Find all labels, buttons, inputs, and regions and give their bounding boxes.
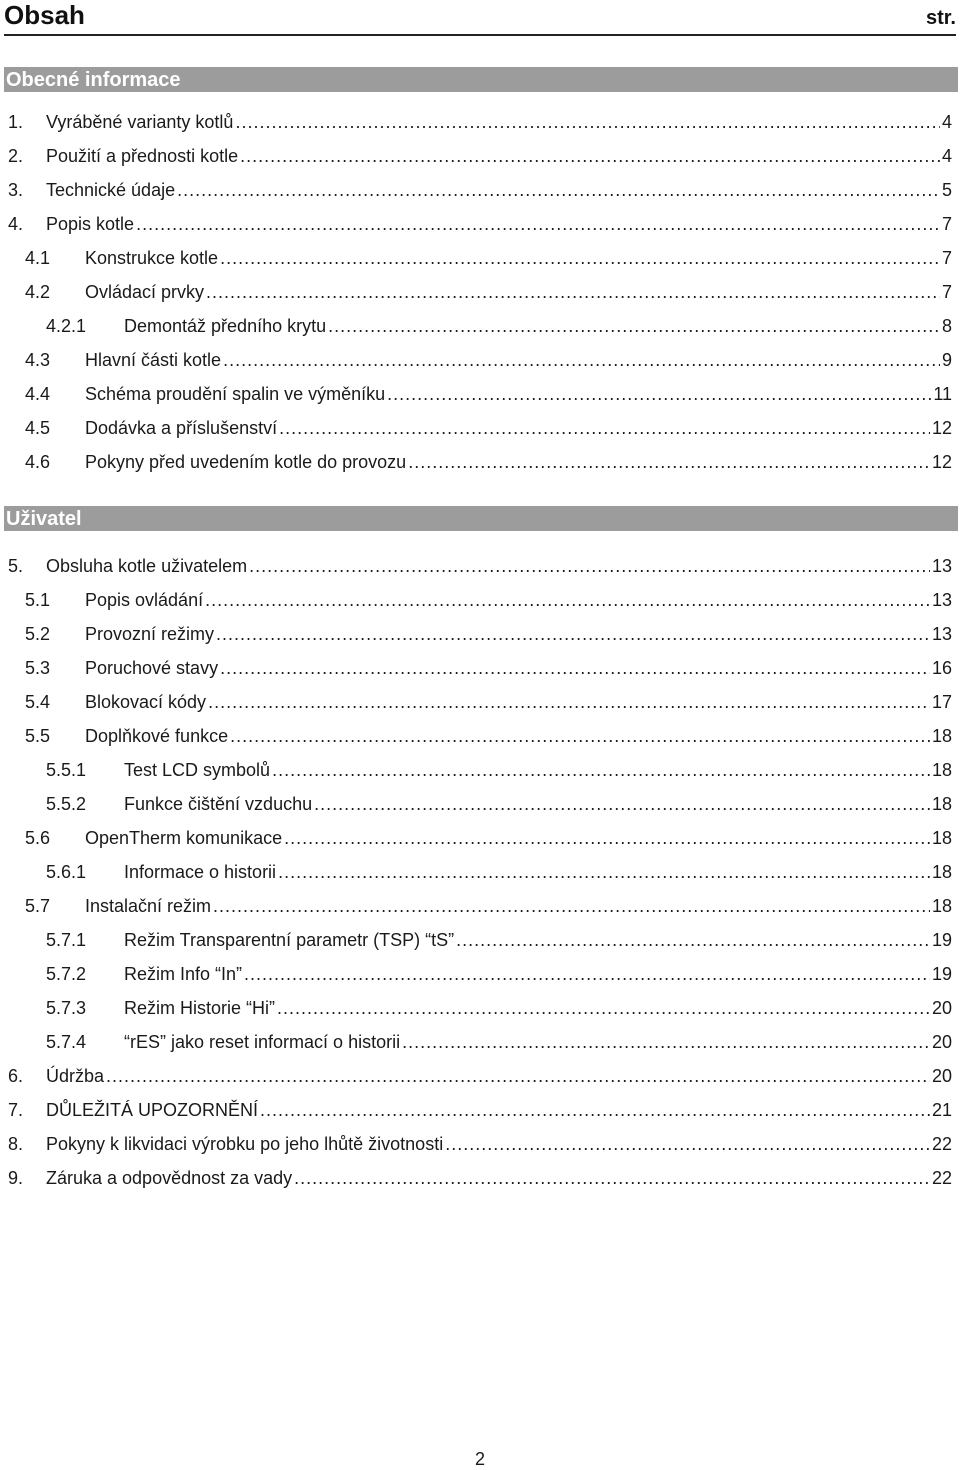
section-title: Uživatel — [6, 508, 82, 530]
toc-entry-page: 11 — [933, 384, 952, 404]
toc-entry-label: Obsluha kotle uživatelem — [46, 556, 248, 576]
toc-entry-page: 13 — [931, 590, 952, 610]
toc-entry-page: 18 — [931, 828, 952, 848]
dot-leader — [249, 555, 930, 577]
toc-entry[interactable] — [0, 213, 960, 241]
toc-entry-number: 5.5 — [25, 726, 51, 746]
toc-entry[interactable] — [0, 623, 960, 651]
dot-leader — [136, 213, 940, 235]
toc-entry-label: Demontáž předního krytu — [124, 316, 327, 336]
toc-entry-page: 12 — [931, 452, 952, 472]
footer-page-number: 2 — [474, 1449, 485, 1469]
toc-entry-label: Režim Historie “Hi” — [124, 998, 276, 1018]
page-title: Obsah — [4, 0, 85, 30]
dot-leader — [314, 793, 930, 815]
toc-entry-page: 12 — [931, 418, 952, 438]
toc-entry-page: 8 — [941, 316, 952, 336]
toc-entry-line — [85, 349, 952, 371]
toc-entry-page: 9 — [941, 350, 952, 370]
toc-entry-line — [46, 1099, 952, 1121]
toc-entry-line — [46, 179, 952, 201]
toc-entry[interactable] — [0, 111, 960, 139]
dot-leader — [402, 1031, 930, 1053]
toc-entry-number: 5.6.1 — [46, 862, 87, 882]
toc-entry-number: 5.1 — [25, 590, 51, 610]
toc-entry-page: 18 — [931, 896, 952, 916]
toc-entry-line — [85, 725, 952, 747]
dot-leader — [284, 827, 930, 849]
toc-entry[interactable] — [0, 827, 960, 855]
section-heading — [4, 67, 958, 92]
dot-leader — [177, 179, 940, 201]
toc-entry-page: 4 — [941, 146, 952, 166]
toc-entry-page: 16 — [931, 658, 952, 678]
toc-entry-number: 1. — [8, 112, 24, 132]
toc-entry[interactable] — [0, 997, 960, 1025]
toc-entry-line — [124, 861, 952, 883]
toc-entry-page: 19 — [931, 930, 952, 950]
toc-entry-line — [46, 555, 952, 577]
toc-entry-line — [85, 657, 952, 679]
toc-entry-number: 5.7.3 — [46, 998, 87, 1018]
toc-entry[interactable] — [0, 1099, 960, 1127]
dot-leader — [240, 145, 940, 167]
toc-entry-line — [124, 315, 952, 337]
toc-entry-label: Popis kotle — [46, 214, 135, 234]
dot-leader — [220, 657, 930, 679]
toc-entry-page: 20 — [931, 998, 952, 1018]
toc-entry-line — [85, 589, 952, 611]
dot-leader — [328, 315, 940, 337]
toc-entry-number: 7. — [8, 1100, 24, 1120]
toc-entry-page: 21 — [931, 1100, 952, 1120]
toc-entry-number: 4.5 — [25, 418, 51, 438]
toc-entry-line — [85, 451, 952, 473]
toc-entry-label: Hlavní části kotle — [85, 350, 222, 370]
toc-entry-number: 5.4 — [25, 692, 51, 712]
toc-entry-number: 5.3 — [25, 658, 51, 678]
toc-entry-line — [124, 929, 952, 951]
dot-leader — [272, 759, 930, 781]
toc-entry-label: Technické údaje — [46, 180, 176, 200]
toc-entry[interactable] — [0, 963, 960, 991]
toc-entry[interactable] — [0, 315, 960, 343]
toc-entry-label: Použití a přednosti kotle — [46, 146, 239, 166]
toc-entry-line — [85, 383, 952, 405]
toc-entry-line — [46, 1065, 952, 1087]
toc-entry-number: 5.5.2 — [46, 794, 87, 814]
toc-entry-number: 5. — [8, 556, 24, 576]
dot-leader — [216, 623, 930, 645]
toc-entry-label: Pokyny před uvedením kotle do provozu — [85, 452, 407, 472]
toc-entry[interactable] — [0, 589, 960, 617]
toc-entry[interactable] — [0, 759, 960, 787]
toc-entry-number: 5.7 — [25, 896, 51, 916]
toc-entry-label: DŮLEŽITÁ UPOZORNĚNÍ — [46, 1100, 259, 1120]
dot-leader — [220, 247, 940, 269]
toc-entry-line — [124, 963, 952, 985]
toc-entry-label: Blokovací kódy — [85, 692, 207, 712]
toc-entry[interactable] — [0, 179, 960, 207]
toc-entry-label: Doplňkové funkce — [85, 726, 229, 746]
toc-entry-label: Instalační režim — [85, 896, 212, 916]
toc-entry-line — [124, 997, 952, 1019]
toc-entry[interactable] — [0, 895, 960, 923]
toc-entry[interactable] — [0, 383, 960, 411]
toc-entry-label: Vyráběné varianty kotlů — [46, 112, 234, 132]
toc-entry-page: 7 — [941, 214, 952, 234]
toc-entry-number: 4.6 — [25, 452, 51, 472]
dot-leader — [235, 111, 940, 133]
dot-leader — [260, 1099, 930, 1121]
toc-entry-line — [46, 213, 952, 235]
section-heading — [4, 506, 958, 531]
toc-entry-line — [85, 827, 952, 849]
toc-entry[interactable] — [0, 555, 960, 583]
dot-leader — [277, 997, 930, 1019]
toc-entry[interactable] — [0, 349, 960, 377]
dot-leader — [206, 281, 940, 303]
toc-entry[interactable] — [0, 929, 960, 957]
dot-leader — [106, 1065, 930, 1087]
toc-entry-page: 19 — [931, 964, 952, 984]
toc-entry-page: 18 — [931, 760, 952, 780]
toc-entry-page: 7 — [941, 248, 952, 268]
toc-entry-page: 5 — [941, 180, 952, 200]
toc-entry[interactable] — [0, 691, 960, 719]
toc-entry-number: 2. — [8, 146, 24, 166]
header-divider — [4, 34, 956, 36]
toc-entry-page: 20 — [931, 1032, 952, 1052]
toc-entry-label: OpenTherm komunikace — [85, 828, 283, 848]
toc-entry-page: 18 — [931, 794, 952, 814]
toc-entry-line — [85, 691, 952, 713]
toc-entry-label: Dodávka a příslušenství — [85, 418, 278, 438]
toc-entry[interactable] — [0, 1167, 960, 1195]
toc-entry-line — [46, 1167, 952, 1189]
toc-entry-label: Test LCD symbolů — [124, 760, 271, 780]
toc-entry-number: 5.7.4 — [46, 1032, 87, 1052]
toc-entry-page: 22 — [931, 1134, 952, 1154]
toc-entry-page: 17 — [931, 692, 952, 712]
toc-entry-line — [85, 247, 952, 269]
dot-leader — [387, 383, 931, 405]
toc-entry[interactable] — [0, 281, 960, 309]
toc-entry[interactable] — [0, 861, 960, 889]
toc-entry-number: 5.5.1 — [46, 760, 87, 780]
toc-entry-number: 5.7.2 — [46, 964, 87, 984]
toc-entry-label: Provozní režimy — [85, 624, 215, 644]
toc-entry-number: 8. — [8, 1134, 24, 1154]
toc-entry-label: Pokyny k likvidaci výrobku po jeho lhůtě životnosti — [46, 1134, 444, 1154]
toc-entry-label: Ovládací prvky — [85, 282, 205, 302]
toc-entry-number: 9. — [8, 1168, 24, 1188]
toc-entry-label: Konstrukce kotle — [85, 248, 219, 268]
toc-entry-number: 4.1 — [25, 248, 51, 268]
toc-entry-label: Záruka a odpovědnost za vady — [46, 1168, 293, 1188]
toc-entry-number: 5.2 — [25, 624, 51, 644]
toc-entry-line — [85, 623, 952, 645]
toc-entry[interactable] — [0, 1031, 960, 1059]
dot-leader — [205, 589, 930, 611]
toc-entry-page: 13 — [931, 556, 952, 576]
toc-entry-label: Údržba — [46, 1066, 105, 1086]
toc-entry-label: Informace o historii — [124, 862, 277, 882]
toc-entry[interactable] — [0, 145, 960, 173]
toc-entry-number: 4.2.1 — [46, 316, 87, 336]
toc-entry-number: 4. — [8, 214, 24, 234]
toc-entry-label: Poruchové stavy — [85, 658, 219, 678]
dot-leader — [279, 417, 930, 439]
toc-entry-label: Režim Transparentní parametr (TSP) “tS” — [124, 930, 455, 950]
page-column-label: str. — [925, 7, 956, 29]
toc-entry-page: 7 — [941, 282, 952, 302]
toc-entry-line — [46, 145, 952, 167]
dot-leader — [294, 1167, 930, 1189]
toc-entry-line — [124, 759, 952, 781]
toc-entry-page: 20 — [931, 1066, 952, 1086]
toc-entry-number: 4.4 — [25, 384, 51, 404]
toc-entry-number: 6. — [8, 1066, 24, 1086]
dot-leader — [213, 895, 930, 917]
toc-entry-line — [124, 793, 952, 815]
toc-entry-label: Režim Info “In” — [124, 964, 243, 984]
toc-entry[interactable] — [0, 417, 960, 445]
toc-entry[interactable] — [0, 247, 960, 275]
toc-entry[interactable] — [0, 1065, 960, 1093]
dot-leader — [244, 963, 930, 985]
toc-entry-page: 22 — [931, 1168, 952, 1188]
toc-entry-number: 5.6 — [25, 828, 51, 848]
toc-entry-label: Schéma proudění spalin ve výměníku — [85, 384, 386, 404]
toc-entry-number: 4.3 — [25, 350, 51, 370]
toc-entry[interactable] — [0, 451, 960, 479]
toc-entry-label: Popis ovládání — [85, 590, 204, 610]
dot-leader — [208, 691, 930, 713]
dot-leader — [278, 861, 930, 883]
toc-entry-number: 5.7.1 — [46, 930, 87, 950]
toc-entry[interactable] — [0, 793, 960, 821]
dot-leader — [445, 1133, 930, 1155]
toc-entry-line — [46, 111, 952, 133]
toc-entry-page: 18 — [931, 862, 952, 882]
toc-entry-number: 4.2 — [25, 282, 51, 302]
toc-entry[interactable] — [0, 725, 960, 753]
toc-entry-line — [85, 417, 952, 439]
toc-entry-label: Funkce čištění vzduchu — [124, 794, 313, 814]
toc-entry-page: 4 — [941, 112, 952, 132]
dot-leader — [456, 929, 930, 951]
toc-entry-line — [46, 1133, 952, 1155]
section-title: Obecné informace — [6, 69, 181, 91]
toc-entry-line — [124, 1031, 952, 1053]
toc-entry-page: 13 — [931, 624, 952, 644]
toc-entry-number: 3. — [8, 180, 24, 200]
toc-entry[interactable] — [0, 1133, 960, 1161]
dot-leader — [223, 349, 940, 371]
toc-entry-label: “rES” jako reset informací o historii — [124, 1032, 401, 1052]
dot-leader — [408, 451, 930, 473]
toc-entry[interactable] — [0, 657, 960, 685]
toc-entry-line — [85, 895, 952, 917]
toc-entry-line — [85, 281, 952, 303]
dot-leader — [230, 725, 930, 747]
toc-header — [4, 0, 960, 34]
toc-entry-page: 18 — [931, 726, 952, 746]
